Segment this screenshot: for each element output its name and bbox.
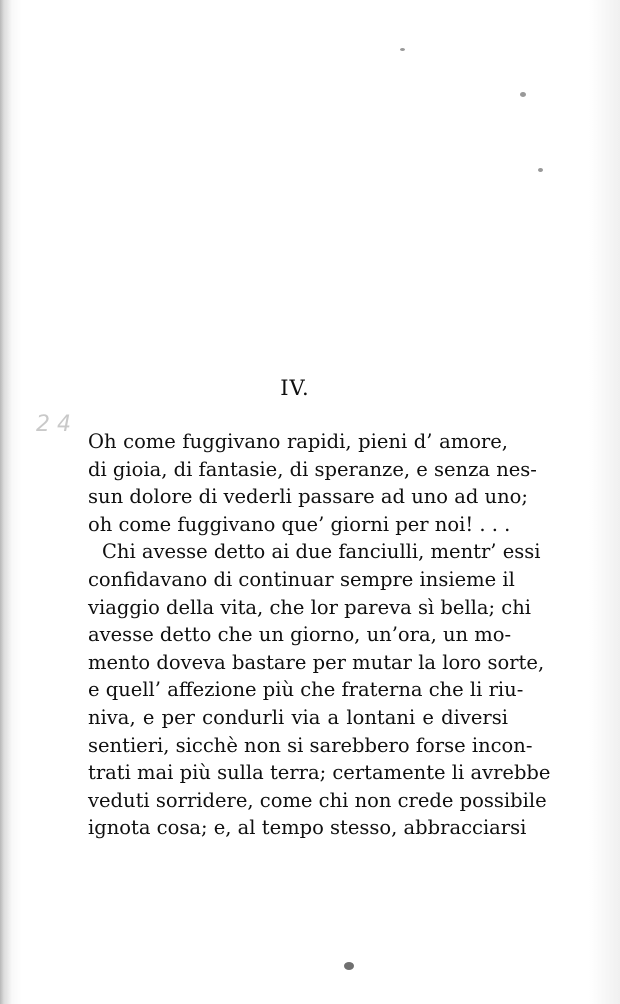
text-line: niva, e per condurli via a lontani e diversi: [88, 705, 508, 729]
ink-speck: [400, 48, 405, 51]
text-line: sentieri, sicchè non si sarebbero forse incon-: [88, 733, 533, 757]
ink-speck: [344, 962, 354, 970]
text-line: sun dolore di vederli passare ad uno ad uno;: [88, 485, 528, 509]
ink-speck: [520, 92, 526, 97]
text-line: Oh come fuggivano rapidi, pieni d’ amore,: [88, 430, 508, 453]
page-gutter-shadow: [0, 0, 12, 1004]
text-line: veduti sorridere, come chi non crede possibile: [88, 788, 547, 812]
body-text: [88, 428, 551, 842]
text-line: viaggio della vita, che lor pareva sì bella; chi: [88, 595, 532, 619]
faded-margin-annotation: 2 4: [36, 412, 71, 437]
text-line: oh come fuggivano que’ giorni per noi! . . .: [88, 512, 511, 536]
text-line: mento doveva bastare per mutar la loro sorte,: [88, 650, 545, 674]
text-line: ignota cosa; e, al tempo stesso, abbracciarsi: [88, 816, 527, 840]
chapter-heading: IV.: [280, 376, 310, 400]
text-line: trati mai più sulla terra; certamente li avrebbe: [88, 761, 551, 785]
text-line: di gioia, di fantasie, di speranze, e senza nes-: [88, 457, 537, 481]
text-line: confidavano di continuar sempre insieme il: [88, 567, 515, 591]
text-line: avesse detto che un giorno, un’ora, un mo-: [88, 623, 512, 647]
ink-speck: [538, 168, 543, 172]
text-line: Chi avesse detto ai due fanciulli, mentr’ essi: [102, 540, 541, 564]
text-line: e quell’ affezione più che fraterna che li riu-: [88, 678, 524, 702]
